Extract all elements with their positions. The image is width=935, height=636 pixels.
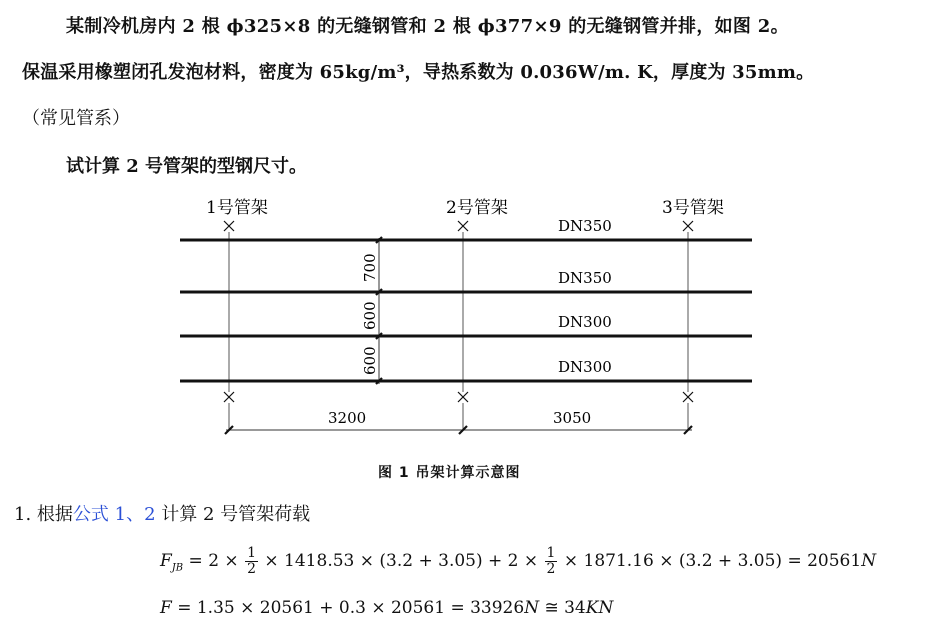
spacing-label-1: 700: [361, 253, 379, 282]
spacing-label-3: 600: [361, 346, 379, 375]
formula1-lhs: F: [160, 551, 172, 571]
support-label-2: 2号管架: [446, 198, 508, 218]
step-suffix: 计算 2 号管架荷载: [155, 504, 311, 525]
formula2-unit-n: N: [524, 598, 540, 618]
support-marker-top-3: [683, 221, 693, 231]
formula-design-load: [160, 598, 613, 618]
formula-reference-link[interactable]: 公式 1、2: [72, 504, 156, 525]
support-label-1: 1号管架: [206, 198, 268, 218]
formula1-unit: N: [861, 551, 877, 571]
formula1-part-c: × 1871.16 × (3.2 + 3.05) = 20561: [563, 551, 862, 571]
formula2-lhs: F: [160, 598, 172, 618]
fraction-half-1: $\frac{1}{2}$: [247, 545, 256, 577]
support-marker-top-1: [224, 221, 234, 231]
support-marker-bottom-3: [683, 392, 693, 402]
formula2-body: = 1.35 × 20561 + 0.3 × 20561 = 33926: [171, 598, 525, 618]
support-marker-bottom-1: [224, 392, 234, 402]
formula-load-calculation: [160, 546, 876, 577]
solution-step-1: [14, 500, 310, 526]
problem-line-1: 某制冷机房内 2 根 ϕ325×8 的无缝钢管和 2 根 ϕ377×9 的无缝钢管并排，如图 2。: [66, 16, 789, 37]
support-label-3: 3号管架: [662, 198, 724, 218]
formula1-part-a: = 2 ×: [183, 551, 239, 571]
span-label-1: 3200: [328, 409, 367, 427]
problem-line-3: （常见管系）: [22, 108, 130, 129]
spacing-label-2: 600: [361, 301, 379, 330]
formula2-unit-kn: KN: [585, 598, 614, 618]
step-prefix: 1. 根据: [14, 504, 73, 525]
pipe-label-2: DN350: [558, 269, 612, 287]
fraction-half-2: $\frac{1}{2}$: [546, 545, 556, 577]
formula1-part-b: × 1418.53 × (3.2 + 3.05) + 2 ×: [264, 551, 539, 571]
pipe-label-4: DN300: [558, 358, 612, 376]
question-line: 试计算 2 号管架的型钢尺寸。: [66, 156, 308, 177]
problem-line-2: 保温采用橡塑闭孔发泡材料，密度为 65kg/m³，导热系数为 0.036W/m. K，厚度为 35mm。: [22, 62, 815, 83]
support-marker-bottom-2: [458, 392, 468, 402]
span-label-2: 3050: [553, 409, 592, 427]
formula2-approx: ≅ 34: [539, 598, 586, 618]
formula1-lhs-sub: JB: [171, 562, 184, 574]
figure-caption: 图 1 吊架计算示意图: [378, 465, 521, 481]
pipe-label-3: DN300: [558, 313, 612, 331]
pipe-label-1: DN350: [558, 217, 612, 235]
support-marker-top-2: [458, 221, 468, 231]
